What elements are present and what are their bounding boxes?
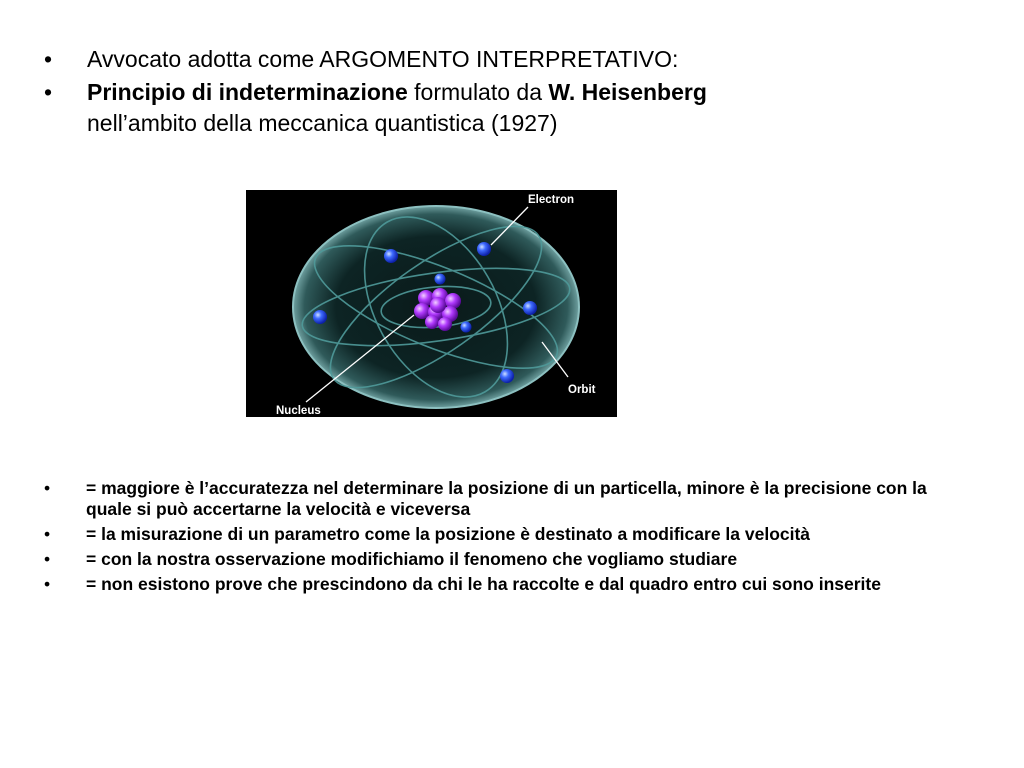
explanation-text: = maggiore è l’accuratezza nel determinare la posizione di un particella, minore è la precisione con la quale si può accertarne la velocità e viceversa <box>86 478 927 519</box>
electron <box>477 242 491 256</box>
explanation-item <box>44 524 944 545</box>
explanation-item <box>44 574 944 595</box>
atom-illustration <box>246 190 617 417</box>
electron <box>313 310 327 324</box>
intro-line-argument: Avvocato adotta come ARGOMENTO INTERPRETATIVO: <box>87 46 679 72</box>
explanation-item <box>44 549 944 570</box>
principle-connector: formulato da <box>407 79 549 105</box>
explanation-bullet-list <box>44 478 944 599</box>
principle-context: nell’ambito della meccanica quantistica (1927) <box>87 110 558 136</box>
explanation-text: = con la nostra osservazione modifichiamo il fenomeno che vogliamo studiare <box>86 549 738 569</box>
intro-bullet-item <box>44 44 944 75</box>
electron <box>523 301 537 315</box>
orbit-label: Orbit <box>568 384 596 396</box>
electron <box>500 369 514 383</box>
electron <box>461 322 472 333</box>
bullet-icon: • <box>44 524 51 544</box>
explanation-text: = la misurazione di un parametro come la posizione è destinato a modificare la velocità <box>86 524 811 544</box>
bullet-icon: • <box>44 478 51 498</box>
nucleus-label: Nucleus <box>276 405 321 417</box>
principle-author: W. Heisenberg <box>548 79 707 105</box>
explanation-text: = non esistono prove che prescindono da chi le ha raccolte e dal quadro entro cui sono inserite <box>86 574 881 594</box>
intro-bullet-item <box>44 77 944 139</box>
electron <box>384 249 398 263</box>
bullet-icon: • <box>44 549 51 569</box>
intro-bullet-list <box>44 44 944 141</box>
bullet-icon: • <box>44 46 53 72</box>
explanation-item <box>44 478 944 520</box>
bullet-icon: • <box>44 79 53 105</box>
electron <box>435 274 446 285</box>
electron-label: Electron <box>528 194 575 206</box>
atom-diagram <box>246 190 617 417</box>
bullet-icon: • <box>44 574 51 594</box>
principle-term: Principio di indeterminazione <box>87 79 408 105</box>
